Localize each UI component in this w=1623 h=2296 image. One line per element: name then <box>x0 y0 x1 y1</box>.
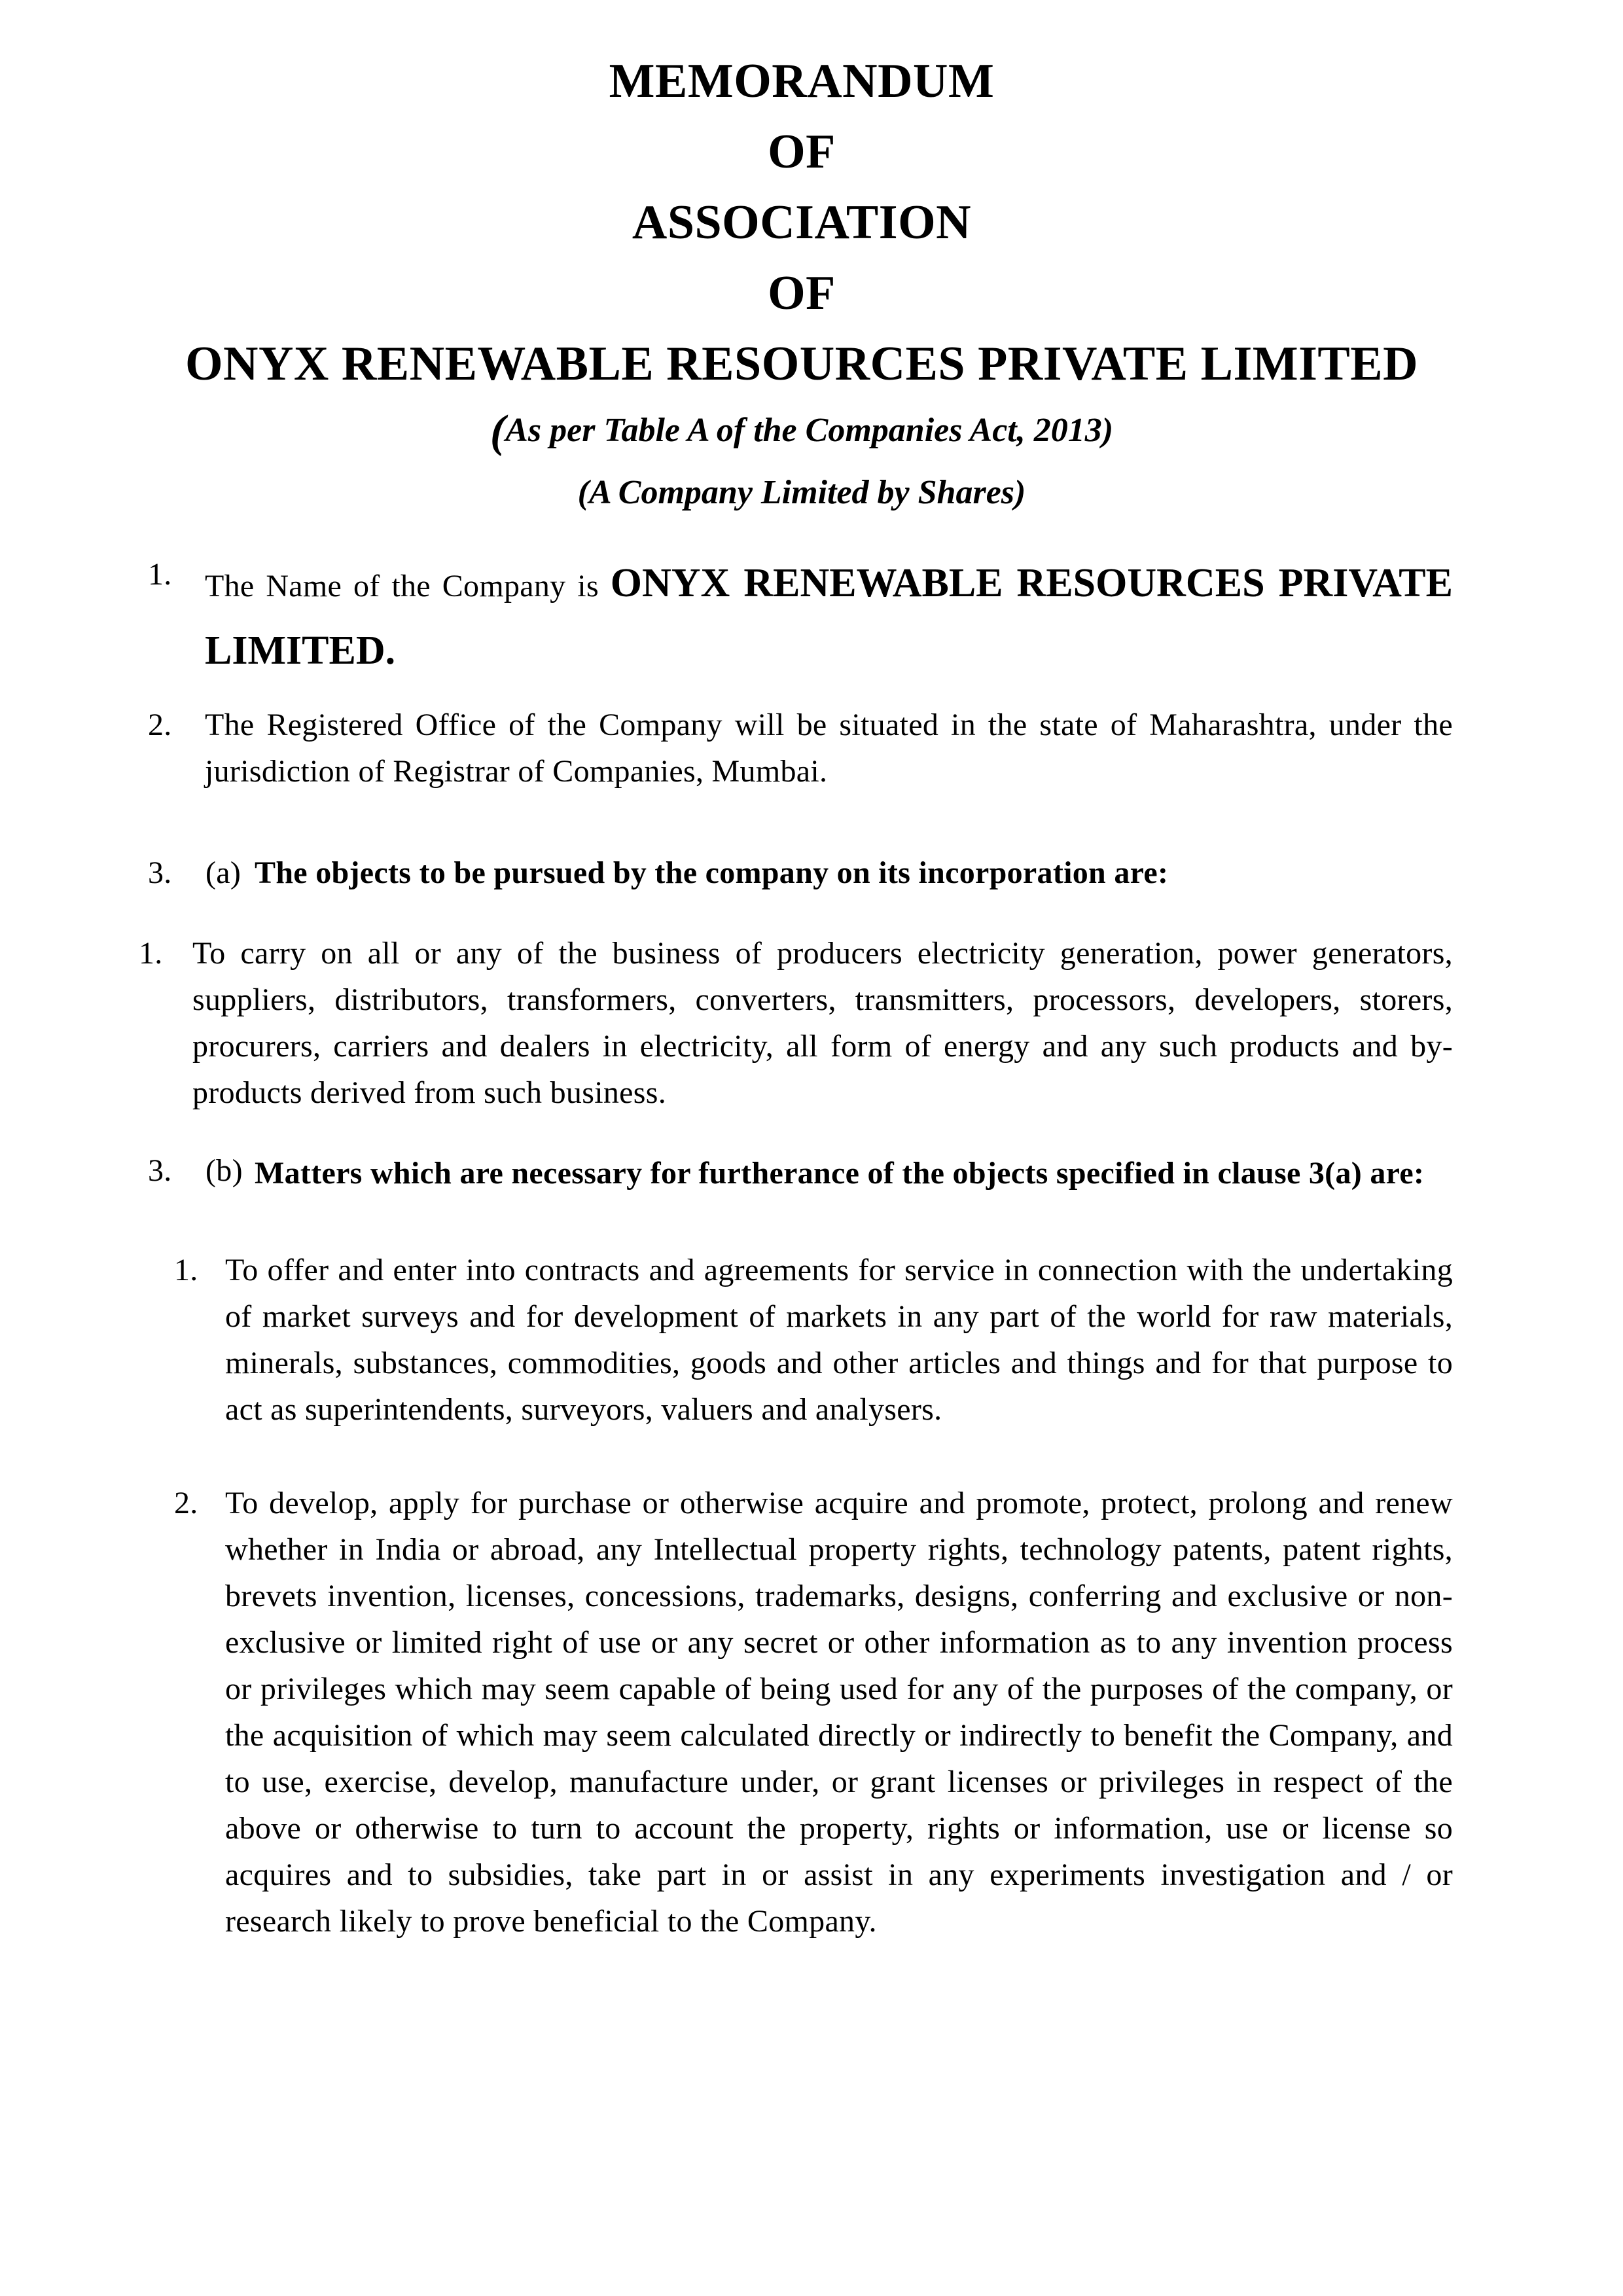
furtherance-item-2 <box>0 1480 1453 1945</box>
clause-name <box>0 551 1453 686</box>
subtitle-limited-by-shares: (A Company Limited by Shares) <box>577 474 1026 511</box>
objects-item-1-number: 1. <box>139 936 163 971</box>
clause-name-lead-text: The Name of the Company is <box>205 569 611 603</box>
title-line-association: ASSOCIATION <box>632 196 972 249</box>
clause-name-body <box>205 551 1453 686</box>
title-line-of-1: OF <box>768 125 836 179</box>
document-header <box>151 0 1453 524</box>
clause-registered-office-text: The Registered Office of the Company will be situated in the state of Maharashtra, under the jurisdiction of Registrar of Companies, Mumbai. <box>205 708 1453 789</box>
subtitle-open-paren: ( <box>490 406 506 457</box>
clause-objects-heading-text: The objects to be pursued by the company on its incorporation are: <box>255 855 1169 890</box>
clause-objects-label: (a) <box>205 855 241 890</box>
clause-name-company: ONYX RENEWABLE RESOURCES PRIVATE LIMITED. <box>205 561 1453 673</box>
furtherance-item-1 <box>0 1247 1453 1433</box>
clause-furtherance-number: 3. <box>148 1153 172 1188</box>
clause-objects-number: 3. <box>148 855 172 890</box>
clause-furtherance-heading <box>0 1147 1453 1200</box>
clause-name-number: 1. <box>148 557 172 592</box>
clause-registered-office <box>0 702 1453 795</box>
subtitle-table-a <box>151 399 1453 461</box>
clause-objects-heading <box>0 850 1453 896</box>
furtherance-item-2-text: To develop, apply for purchase or otherwise acquire and promote, protect, prolong and renew whether in India or abroad, any Intellectual property rights, technology patents, patent rights, brevets invention, licenses, concessions, trademarks, designs, conferring and exclusive or non-exclusive or limited right of use or any secret or other information as to any invention process or privileges which may seem capable of being used for any of the purposes of the company, or the acquisition of which may seem calculated directly or indirectly to benefit the Company, and to use, exercise, develop, manufacture under, or grant licenses or privileges in respect of the above or otherwise to turn to account the property, rights or information, use or license so acquires and to subsidies, take part in or assist in any experiments investigation and / or research likely to prove beneficial to the Company. <box>225 1486 1453 1939</box>
objects-item-1 <box>0 930 1453 1116</box>
furtherance-item-1-text: To offer and enter into contracts and agreements for service in connection with the undertaking of market surveys and for development of markets in any part of the world for raw materials, minerals, substances, commodities, goods and other articles and things and for that purpose to act as superintendents, surveyors, valuers and analysers. <box>225 1253 1453 1427</box>
title-line-of-2: OF <box>768 266 836 320</box>
clause-furtherance-label: (b) <box>205 1153 243 1188</box>
objects-item-1-text: To carry on all or any of the business of producers electricity generation, power generators, suppliers, distributors, transformers, converters, transmitters, processors, developers, storers, procurers, carriers and dealers in electricity, all form of energy and any such products and by-products derived from such business. <box>192 936 1453 1110</box>
title-line-company-name: ONYX RENEWABLE RESOURCES PRIVATE LIMITED <box>185 337 1419 391</box>
subtitle-table-a-text: As per Table A of the Companies Act, 2013) <box>505 412 1114 449</box>
title-line-memorandum: MEMORANDUM <box>609 54 995 108</box>
furtherance-item-1-number: 1. <box>174 1253 198 1287</box>
furtherance-item-2-number: 2. <box>174 1486 198 1520</box>
clause-registered-office-number: 2. <box>148 708 172 742</box>
clause-furtherance-heading-text: Matters which are necessary for furtherance of the objects specified in clause 3(a) are: <box>255 1156 1425 1191</box>
